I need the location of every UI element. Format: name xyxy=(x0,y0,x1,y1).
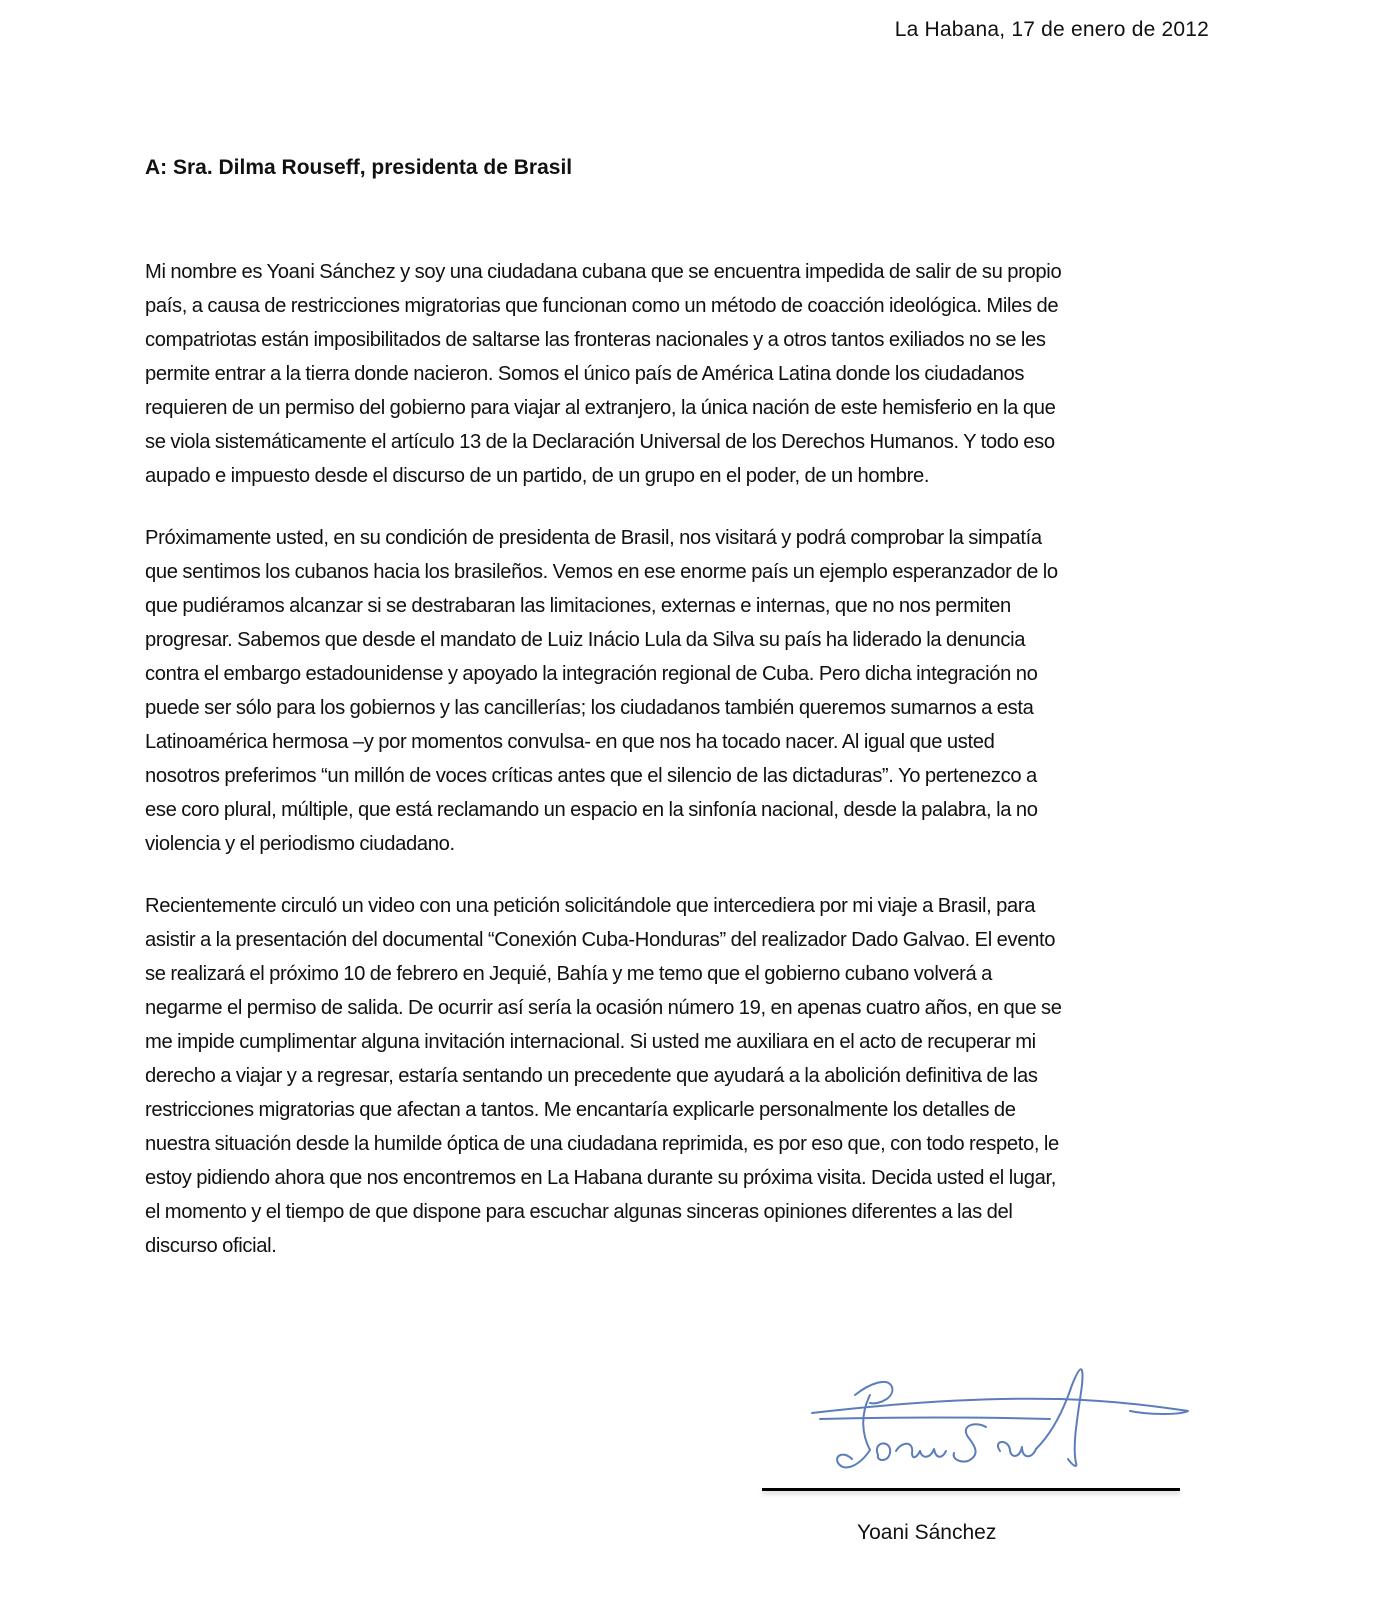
text-line: requieren de un permiso del gobierno para viajar al extranjero, la única nación de este hemisferio en la que xyxy=(145,397,1056,419)
paragraph-3 xyxy=(145,889,1215,1263)
text-line: el momento y el tiempo de que dispone para escuchar algunas sinceras opiniones diferentes a las del xyxy=(145,1201,1013,1223)
text-line: país, a causa de restricciones migratorias que funcionan como un método de coacción ideológica. Miles de xyxy=(145,295,1059,317)
place-date: La Habana, 17 de enero de 2012 xyxy=(894,18,1209,41)
text-line: se viola sistemáticamente el artículo 13 de la Declaración Universal de los Derechos Humanos. Y todo eso xyxy=(145,431,1055,453)
text-line: restricciones migratorias que afectan a tantos. Me encantaría explicarle personalmente los detalles de xyxy=(145,1099,1016,1121)
text-line: nosotros preferimos “un millón de voces críticas antes que el silencio de las dictaduras”. Yo pertenezco a xyxy=(145,765,1037,787)
text-line: discurso oficial. xyxy=(145,1235,277,1257)
text-line: se realizará el próximo 10 de febrero en Jequié, Bahía y me temo que el gobierno cubano volverá a xyxy=(145,963,992,985)
text-line: puede ser sólo para los gobiernos y las cancillerías; los ciudadanos también queremos sumarnos a esta xyxy=(145,697,1034,719)
text-line: que sentimos los cubanos hacia los brasileños. Vemos en ese enorme país un ejemplo esperanzador de lo xyxy=(145,561,1058,583)
signer-name: Yoani Sánchez xyxy=(857,1521,997,1544)
paragraph-2 xyxy=(145,521,1215,861)
addressee: A: Sra. Dilma Rouseff, presidenta de Brasil xyxy=(145,156,573,179)
text-line: violencia y el periodismo ciudadano. xyxy=(145,833,455,855)
text-line: aupado e impuesto desde el discurso de un partido, de un grupo en el poder, de un hombre. xyxy=(145,465,930,487)
text-line: me impide cumplimentar alguna invitación internacional. Si usted me auxiliara en el acto de recuperar mi xyxy=(145,1031,1036,1053)
text-line: Próximamente usted, en su condición de presidenta de Brasil, nos visitará y podrá comprobar la simpatía xyxy=(145,527,1042,549)
text-line: progresar. Sabemos que desde el mandato de Luiz Inácio Lula da Silva su país ha liderado la denuncia xyxy=(145,629,1026,651)
text-line: compatriotas están imposibilitados de saltarse las fronteras nacionales y a otros tantos exiliados no se les xyxy=(145,329,1046,351)
text-line: contra el embargo estadounidense y apoyado la integración regional de Cuba. Pero dicha integración no xyxy=(145,663,1038,685)
text-line: negarme el permiso de salida. De ocurrir así sería la ocasión número 19, en apenas cuatro años, en que se xyxy=(145,997,1062,1019)
text-line: derecho a viajar y a regresar, estaría sentando un precedente que ayudará a la abolición definitiva de las xyxy=(145,1065,1038,1087)
text-line: estoy pidiendo ahora que nos encontremos en La Habana durante su próxima visita. Decida usted el lugar, xyxy=(145,1167,1056,1189)
text-line: que pudiéramos alcanzar si se destrabaran las limitaciones, externas e internas, que no nos permiten xyxy=(145,595,1011,617)
text-line: nuestra situación desde la humilde óptica de una ciudadana reprimida, es por eso que, con todo respeto, le xyxy=(145,1133,1059,1155)
text-line: Recientemente circuló un video con una petición solicitándole que intercediera por mi viaje a Brasil, para xyxy=(145,895,1036,917)
text-line: Latinoamérica hermosa –y por momentos convulsa- en que nos ha tocado nacer. Al igual que usted xyxy=(145,731,995,753)
signature-line xyxy=(762,1488,1180,1491)
text-line: ese coro plural, múltiple, que está reclamando un espacio en la sinfonía nacional, desde la palabra, la no xyxy=(145,799,1038,821)
paragraph-1 xyxy=(145,255,1215,493)
text-line: asistir a la presentación del documental “Conexión Cuba-Honduras” del realizador Dado Galvao. El evento xyxy=(145,929,1056,951)
signature-icon xyxy=(800,1355,1200,1485)
text-line: Mi nombre es Yoani Sánchez y soy una ciudadana cubana que se encuentra impedida de salir de su propio xyxy=(145,261,1062,283)
text-line: permite entrar a la tierra donde nacieron. Somos el único país de América Latina donde los ciudadanos xyxy=(145,363,1025,385)
